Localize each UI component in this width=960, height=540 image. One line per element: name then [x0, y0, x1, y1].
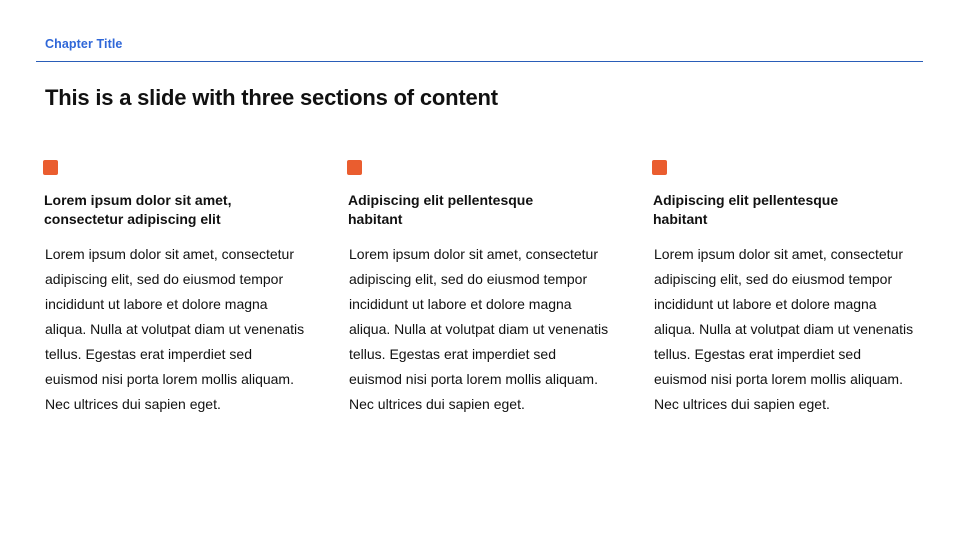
square-bullet-icon: [652, 160, 667, 175]
section-heading: Adipiscing elit pellentesque habitant: [348, 192, 534, 227]
section-body: Lorem ipsum dolor sit amet, consectetur adipiscing elit, sed do eiusmod tempor incididunt ut labore et dolore magna aliqua. Nulla at volutpat diam ut venenatis tellus. Egestas erat imperdiet sed euismod nisi porta lorem mollis aliquam. Nec ultrices dui sapien eget.: [349, 246, 609, 412]
square-bullet-icon: [347, 160, 362, 175]
section-body: Lorem ipsum dolor sit amet, consectetur adipiscing elit, sed do eiusmod tempor incididunt ut labore et dolore magna aliqua. Nulla at volutpat diam ut venenatis tellus. Egestas erat imperdiet sed euismod nisi porta lorem mollis aliquam. Nec ultrices dui sapien eget.: [45, 246, 305, 412]
section-heading: Adipiscing elit pellentesque habitant: [653, 192, 839, 227]
content-section-1: [43, 160, 305, 417]
section-body: Lorem ipsum dolor sit amet, consectetur adipiscing elit, sed do eiusmod tempor incididunt ut labore et dolore magna aliqua. Nulla at volutpat diam ut venenatis tellus. Egestas erat imperdiet sed euismod nisi porta lorem mollis aliquam. Nec ultrices dui sapien eget.: [654, 246, 914, 412]
square-bullet-icon: [43, 160, 58, 175]
chapter-title: Chapter Title: [45, 37, 123, 51]
slide-title: This is a slide with three sections of content: [45, 85, 498, 110]
content-section-2: [347, 160, 609, 417]
content-section-3: [652, 160, 914, 417]
header-divider: [36, 61, 923, 62]
section-heading: Lorem ipsum dolor sit amet, consectetur adipiscing elit: [44, 192, 232, 227]
